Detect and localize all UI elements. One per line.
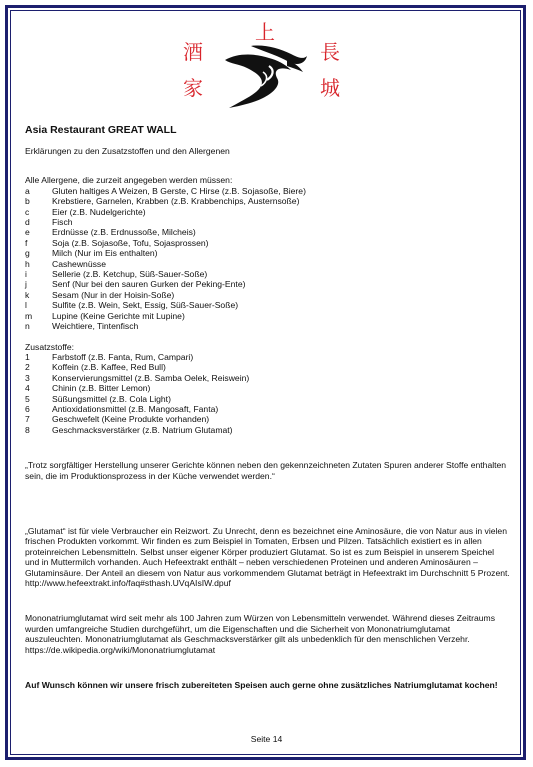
list-item xyxy=(25,290,510,300)
list-key: 3 xyxy=(25,372,30,383)
list-item xyxy=(25,311,510,321)
list-text: Senf (Nur bei den sauren Gurken der Peking-Ente) xyxy=(52,279,246,290)
list-text: Sesam (Nur in der Hoisin-Soße) xyxy=(52,289,175,300)
list-text: Soja (z.B. Sojasoße, Tofu, Sojasprossen) xyxy=(52,237,209,248)
list-item xyxy=(25,383,510,393)
list-item xyxy=(25,404,510,414)
list-text: Süßungsmittel (z.B. Cola Light) xyxy=(52,393,171,404)
list-text: Cashewnüsse xyxy=(52,258,106,269)
list-item xyxy=(25,227,510,237)
list-key: e xyxy=(25,227,30,238)
document-body xyxy=(25,124,510,690)
page-title: Asia Restaurant GREAT WALL xyxy=(25,124,177,136)
list-key: j xyxy=(25,279,27,290)
list-text: Sellerie (z.B. Ketchup, Süß-Sauer-Soße) xyxy=(52,269,208,280)
list-key: m xyxy=(25,310,33,321)
additives-list xyxy=(25,352,510,435)
list-key: h xyxy=(25,258,30,269)
trace-disclaimer: „Trotz sorgfältiger Herstellung unserer Gerichte können neben den gekennzeichneten Zutaten Spuren anderer Stoffe enthalten sein, die im Produktionsprozess in der Küche verwendet werden.“ xyxy=(25,460,507,481)
list-item xyxy=(25,238,510,248)
list-text: Weichtiere, Tintenfisch xyxy=(52,321,139,332)
allergens-list xyxy=(25,186,510,332)
list-item xyxy=(25,207,510,217)
list-key: k xyxy=(25,289,30,300)
mono-source-link[interactable]: https://de.wikipedia.org/wiki/Mononatriumglutamat xyxy=(25,644,216,655)
restaurant-logo xyxy=(175,20,360,110)
great-wall-brush-icon xyxy=(217,40,317,110)
list-text: Chinin (z.B. Bitter Lemon) xyxy=(52,383,151,394)
list-item xyxy=(25,321,510,331)
list-item xyxy=(25,248,510,258)
list-key: c xyxy=(25,206,30,217)
list-text: Lupine (Keine Gerichte mit Lupine) xyxy=(52,310,185,321)
list-item xyxy=(25,269,510,279)
list-key: 8 xyxy=(25,424,30,435)
list-text: Koffein (z.B. Kaffee, Red Bull) xyxy=(52,362,166,373)
list-text: Antioxidationsmittel (z.B. Mangosaft, Fanta) xyxy=(52,403,219,414)
glutamat-source-link[interactable]: http://www.hefeextrakt.info/faq#sthash.UVqAIsIW.dpuf xyxy=(25,578,231,588)
list-text: Geschwefelt (Keine Produkte vorhanden) xyxy=(52,414,210,425)
list-item xyxy=(25,259,510,269)
list-key: 2 xyxy=(25,362,30,373)
list-text: Sulfite (z.B. Wein, Sekt, Essig, Süß-Sauer-Soße) xyxy=(52,300,239,311)
list-key: g xyxy=(25,248,30,259)
list-item xyxy=(25,414,510,424)
page-number: Seite 14 xyxy=(250,734,283,744)
mono-paragraph: Mononatriumglutamat wird seit mehr als 100 Jahren zum Würzen von Lebensmitteln verwendet. Während dieses Zeitraums wurden umfangreiche Studien durchgeführt, um die Eigenschaften und die Sicherheit von Mononatriumglutamat auszuleuchten. Mononatriumglutamat als Geschmacksverstärker gilt als unbedenklich für den menschlichen Verzehr. xyxy=(25,613,496,645)
list-key: l xyxy=(25,300,27,311)
list-key: 4 xyxy=(25,383,30,394)
list-key: a xyxy=(25,185,30,196)
additives-heading: Zusatzstoffe: xyxy=(25,341,75,352)
list-item xyxy=(25,425,510,435)
list-key: d xyxy=(25,217,30,228)
list-text: Milch (Nur im Eis enthalten) xyxy=(52,248,158,259)
closing-note: Auf Wunsch können wir unsere frisch zubereiteten Speisen auch gerne ohne zusätzliches Natriumglutamat kochen! xyxy=(25,680,498,691)
list-key: 1 xyxy=(25,351,30,362)
logo-char-right-top: 長 xyxy=(320,40,340,64)
list-item xyxy=(25,373,510,383)
glutamat-paragraph: „Glutamat“ ist für viele Verbraucher ein Reizwort. Zu Unrecht, denn es bezeichnet eine Aminosäure, die von Natur aus in vielen frischen Produkten vorkommt. Wir finden es zum Beispiel in Tomaten, Erbsen und Pilzen. Tatsächlich existiert es in allen proteinreichen Lebensmitteln. Selbst unser eigener Körper produziert Glutamat. So ist es zum Beispiel in unserem Speichel und in Muttermilch vorhanden. Auch Hefeextrakt enthält – neben verschiedenen Proteinen und anderen Aminosäuren – Glutaminsäure. Der Anteil an diesem von Natur aus vorkommendem Glutamat beträgt in Hefeextrakt im Durchschnitt 5 Prozent. xyxy=(25,525,510,578)
logo-char-top: 上 xyxy=(255,20,275,44)
list-item xyxy=(25,362,510,372)
list-text: Farbstoff (z.B. Fanta, Rum, Campari) xyxy=(52,351,194,362)
list-text: Krebstiere, Garnelen, Krabben (z.B. Krabbenchips, Austernsoße) xyxy=(52,196,300,207)
list-text: Erdnüsse (z.B. Erdnussoße, Milcheis) xyxy=(52,227,196,238)
list-key: 6 xyxy=(25,403,30,414)
list-item xyxy=(25,394,510,404)
list-item xyxy=(25,300,510,310)
list-item xyxy=(25,352,510,362)
allergens-heading: Alle Allergene, die zurzeit angegeben werden müssen: xyxy=(25,175,233,186)
list-text: Gluten haltiges A Weizen, B Gerste, C Hirse (z.B. Sojasoße, Biere) xyxy=(52,185,306,196)
list-item xyxy=(25,279,510,289)
logo-char-left-bottom: 家 xyxy=(183,76,203,100)
list-item xyxy=(25,196,510,206)
list-key: n xyxy=(25,321,30,332)
logo-char-left-top: 酒 xyxy=(183,40,203,64)
list-item xyxy=(25,217,510,227)
list-item xyxy=(25,186,510,196)
list-text: Geschmacksverstärker (z.B. Natrium Glutamat) xyxy=(52,424,233,435)
list-key: 5 xyxy=(25,393,30,404)
list-text: Eier (z.B. Nudelgerichte) xyxy=(52,206,146,217)
page-subtitle: Erklärungen zu den Zusatzstoffen und den Allergenen xyxy=(25,146,230,156)
logo-char-right-bottom: 城 xyxy=(320,76,340,100)
list-key: b xyxy=(25,196,30,207)
list-key: f xyxy=(25,237,28,248)
list-key: i xyxy=(25,269,27,280)
list-text: Fisch xyxy=(52,217,73,228)
list-text: Konservierungsmittel (z.B. Samba Oelek, Reiswein) xyxy=(52,372,250,383)
list-key: 7 xyxy=(25,414,30,425)
